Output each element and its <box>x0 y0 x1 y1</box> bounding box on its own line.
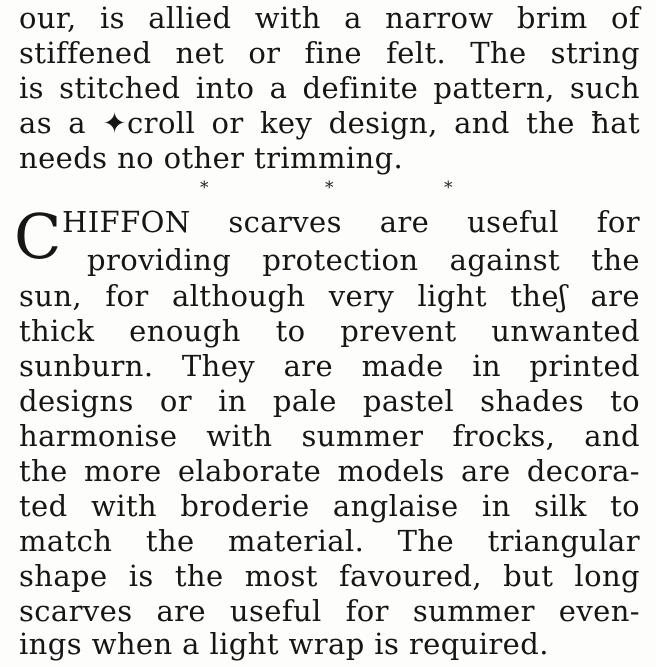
drop-cap: C <box>14 200 62 273</box>
paragraph2-line-10: match the material. The triangular <box>19 524 640 558</box>
paragraph2-line-3: sun, for although very light theʃ are <box>19 279 640 313</box>
paragraph2-line-4: thick enough to prevent unwanted <box>19 314 640 348</box>
paragraph1-line-2: stiffened net or fine felt. The string <box>19 36 640 70</box>
paragraph1-line-3: is stitched into a definite pattern, such <box>19 71 640 105</box>
paragraph2-line-13: ings when a light wrap is required. <box>19 627 549 661</box>
paragraph2-line-5: sunburn. They are made in printed <box>19 349 640 383</box>
paragraph2-line-12: scarves are useful for summer even- <box>19 594 640 628</box>
paragraph2-line-2: providing protection against the <box>87 243 640 277</box>
separator-star-1: * <box>200 178 209 198</box>
paragraph2-line-6: designs or in pale pastel shades to <box>19 384 640 418</box>
paragraph2-first-line: HIFFON scarves are useful for <box>62 205 640 239</box>
paragraph2-line-8: the more elaborate models are decora- <box>19 454 640 488</box>
paragraph1-line-1: our, is allied with a narrow brim of <box>19 1 640 35</box>
separator-star-3: * <box>444 178 453 198</box>
paragraph2-line-7: harmonise with summer frocks, and <box>19 419 640 453</box>
paragraph2-line-9: ted with broderie anglaise in silk to <box>19 489 640 523</box>
separator-star-2: * <box>325 178 334 198</box>
paragraph2-line-11: shape is the most favoured, but long <box>19 559 640 593</box>
paragraph1-line-4: as a ✦croll or key design, and the ħat <box>19 106 640 140</box>
paragraph1-line-5: needs no other trimming. <box>19 141 404 175</box>
